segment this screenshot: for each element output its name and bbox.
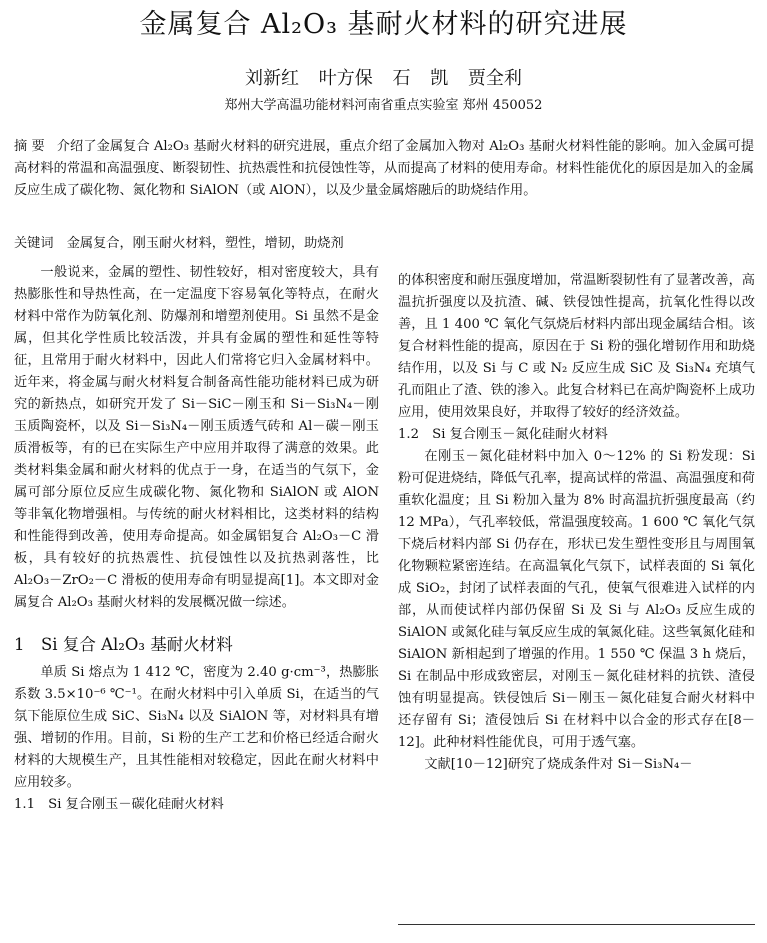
subsection-1-1-heading: 1.1 Si 复合刚玉－碳化硅耐火材料 [14, 797, 224, 812]
right-column [398, 270, 755, 776]
intro-paragraph: 一般说来，金属的塑性、韧性较好，相对密度较大，具有热膨胀性和导热性高，在一定温度下容易氧化等特点，在耐火材料中常作为防氧化剂、防爆剂和增塑剂使用。Si 虽然不是金属，但其化学性质比较活泼，并具有金属的塑性和延性等特征，且常用于耐火材料中，因此人们常将它归入金属材料中。近年来，将金属与耐火材料复合制备高性能功能材料已成为研究的新热点，如研究开发了 Si－SiC－刚玉和 Si－Si₃N₄－刚玉质陶瓷杯，以及 Si－Si₃N₄－刚玉质透气砖和 Al－碳－刚玉质滑板等，有的已在实际生产中应用并取得了满意的效果。此类材料集金属和耐火材料的优点于一身，在适当的气氛下，金属可部分原位反应生成碳化物、氮化物和 SiAlON 或 AlON 等非氧化物增强相。与传统的耐火材料相比，这类材料的结构和性能得到改善，使用寿命提高。如金属铝复合 Al₂O₃－C 滑板，具有较好的抗热震性、抗侵蚀性以及抗热剥落性，比 Al₂O₃－ZrO₂－C 滑板的使用寿命有明显提高[1]。本文即对金属复合 Al₂O₃ 基耐火材料的发展概况做一综述。 [14, 265, 379, 610]
abstract-label: 摘 要 [14, 139, 45, 154]
left-column [14, 262, 379, 816]
section-1-heading: 1 Si 复合 Al₂O₃ 基耐火材料 [14, 635, 233, 654]
footnote-rule [398, 924, 755, 925]
abstract [14, 136, 754, 202]
keywords-text: 金属复合，刚玉耐火材料，塑性，增韧，助烧剂 [66, 236, 344, 251]
section-1-paragraph: 单质 Si 熔点为 1 412 ℃，密度为 2.40 g·cm⁻³，热膨胀系数 3.5×10⁻⁶ ℃⁻¹。在耐火材料中引入单质 Si，在适当的气氛下能原位生成 SiC、Si₃N₄ 以及 SiAlON 等，对材料具有增强、增韧的作用。目前，Si 粉的生产工艺和价格已经适合耐火材料的大规模生产，且其性能相对较稳定，因此在耐火材料中应用较多。 [14, 665, 379, 790]
paper-title: 金属复合 Al₂O₃ 基耐火材料的研究进展 [139, 9, 628, 40]
affiliation: 郑州大学高温功能材料河南省重点实验室 郑州 450052 [224, 98, 543, 113]
continued-paragraph: 的体积密度和耐压强度增加，常温断裂韧性有了显著改善，高温抗折强度以及抗渣、碱、铁侵蚀性提高，抗氧化性得以改善，且 1 400 ℃ 氧化气氛烧后材料内部出现金属结合相。该复合材料性能的提高，原因在于 Si 粉的强化增韧作用和助烧结作用，以及 Si 与 C 或 N₂ 反应生成 SiC 及 Si₃N₄ 充填气孔而阻止了渣、铁的渗入。此复合材料已在高炉陶瓷杯上成功应用，使用效果良好，并取得了较好的经济效益。 [398, 273, 755, 420]
keywords [14, 232, 754, 251]
author-list: 刘新红 叶方保 石 凯 贾全利 [245, 68, 522, 89]
subsection-1-2-heading: 1.2 Si 复合刚玉－氮化硅耐火材料 [398, 427, 608, 442]
subsection-1-2-paragraph: 在刚玉－氮化硅材料中加入 0～12% 的 Si 粉发现：Si 粉可促进烧结，降低气孔率，提高试样的常温、高温强度和荷重软化温度；且 Si 粉加入量为 8% 时高温抗折强度最高（约 12 MPa），气孔率较低，常温强度较高。1 600 ℃ 氧化气氛下烧后材料内部 Si 仍存在，形状已发生塑性变形且与周围氧化物颗粒紧密连结。在高温氧化气氛下，试样表面的 Si 氧化成 SiO₂，封闭了试样表面的气孔，使氧气很难进入试样的内部，从而使试样内部仍保留 Si 及 Si 与 Al₂O₃ 反应生成的 SiAlON 或氮化硅与氧反应生成的氧氮化硅。这些氧氮化硅和 SiAlON 新相起到了增强的作用。1 550 ℃ 保温 3 h 烧后，Si 在制品中形成致密层，对刚玉－氮化硅材料的抗铁、渣侵蚀有明显提高。铁侵蚀后 Si－刚玉－氮化硅复合耐火材料中还存留有 Si；渣侵蚀后 Si 在材料中以合金的形式存在[8－12]。此种材料性能优良，可用于透气塞。 [398, 449, 755, 750]
keywords-label: 关键词 [14, 236, 54, 251]
reference-paragraph: 文献[10－12]研究了烧成条件对 Si－Si₃N₄－ [424, 757, 693, 772]
abstract-text: 介绍了金属复合 Al₂O₃ 基耐火材料的研究进展，重点介绍了金属加入物对 Al₂O₃ 基耐火材料性能的影响。加入金属可提高材料的常温和高温强度、断裂韧性、抗热震性和抗侵蚀性等，从而提高了材料的使用寿命。材料性能优化的原因是加入的金属反应生成了碳化物、氮化物和 SiAlON（或 AlON），以及少量金属熔融后的助烧结作用。 [14, 139, 755, 198]
